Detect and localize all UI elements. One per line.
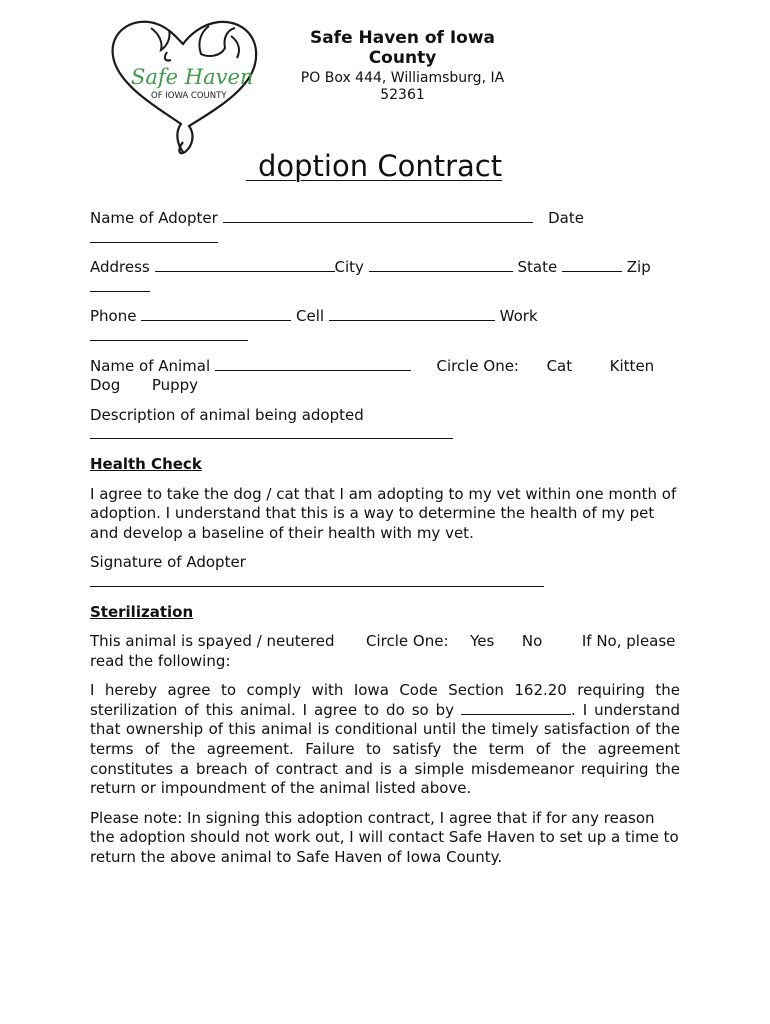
address-label: Address [90,258,150,277]
adoption-note: Please note: In signing this adoption contract, I agree that if for any reason the adoption should not work out, I will contact Safe Haven to set up a time to return the above animal to Safe Haven of Iowa County. [90,808,679,867]
state-field[interactable] [562,258,622,272]
work-label: Work [499,307,538,326]
title-block [246,146,546,190]
adopter-row [90,209,680,248]
agreement-text-end: . I understand that ownership of this animal is conditional until the timely satisfaction of the terms of the agreement. Failure to satisfy the term of the agreement constitutes a breach of contract and is a simple misdemeanor requiring the return or impoundment of the animal listed above. [90,700,680,798]
option-puppy[interactable]: Puppy [151,376,199,395]
sterilization-heading: Sterilization [90,602,194,621]
adopter-name-label: Name of Adopter [90,209,218,227]
option-cat[interactable]: Cat [546,356,573,375]
health-check-text: I agree to take the dog / cat that I am adopting to my vet within one month of adoption. I understand that this is a way to determine the health of my pet and develop a baseline of their health with my vet. [90,484,677,542]
work-field[interactable] [90,327,248,341]
signature-field[interactable] [90,573,544,587]
address-row [90,258,680,297]
date-label: Date [548,209,584,227]
city-field[interactable] [369,258,513,272]
safe-haven-logo [105,14,265,159]
spay-neuter-question: This animal is spayed / neutered [90,632,335,651]
description-row [90,406,680,445]
organization-block [290,28,515,104]
description-label: Description of animal being adopted [90,405,364,424]
description-field[interactable] [90,425,453,439]
option-kitten[interactable]: Kitten [609,356,655,375]
sterilization-circle-one: Circle One: [366,632,449,651]
organization-name: Safe Haven of Iowa County [309,28,496,68]
cell-label: Cell [296,307,325,326]
option-dog[interactable]: Dog [90,376,121,395]
if-no-instruction: If No, please read the following: [90,632,676,670]
state-label: State [517,258,558,277]
phone-row [90,307,680,346]
cell-field[interactable] [329,307,495,321]
contract-body [90,209,680,878]
animal-name-label: Name of Animal [90,356,211,375]
date-field[interactable] [90,229,218,243]
agreement-text-start: I hereby agree to comply with Iowa Code Section 162.20 requiring the sterilization of this animal. I agree to do so by [90,681,680,719]
zip-field[interactable] [90,278,150,292]
option-yes[interactable]: Yes [470,632,495,651]
zip-label: Zip [626,258,651,277]
signature-row [90,553,680,592]
city-label: City [334,258,364,277]
circle-one-label: Circle One: [436,356,519,375]
logo-text: Safe Haven [131,65,254,89]
phone-field[interactable] [141,307,291,321]
signature-label: Signature of Adopter [90,553,246,572]
health-check-heading: Health Check [90,454,202,473]
option-no[interactable]: No [521,632,543,651]
sterilization-date-field[interactable] [461,701,571,715]
phone-label: Phone [90,307,137,326]
sterilization-question-row [90,632,680,671]
address-field[interactable] [155,258,335,272]
animal-row [90,357,680,396]
adopter-name-field[interactable] [223,209,533,223]
document-title: doption Contract [258,149,503,183]
animal-name-field[interactable] [215,357,411,371]
sterilization-agreement [90,681,680,799]
logo-subtext: OF IOWA COUNTY [151,91,227,101]
organization-address: PO Box 444, Williamsburg, IA 52361 [300,70,505,103]
